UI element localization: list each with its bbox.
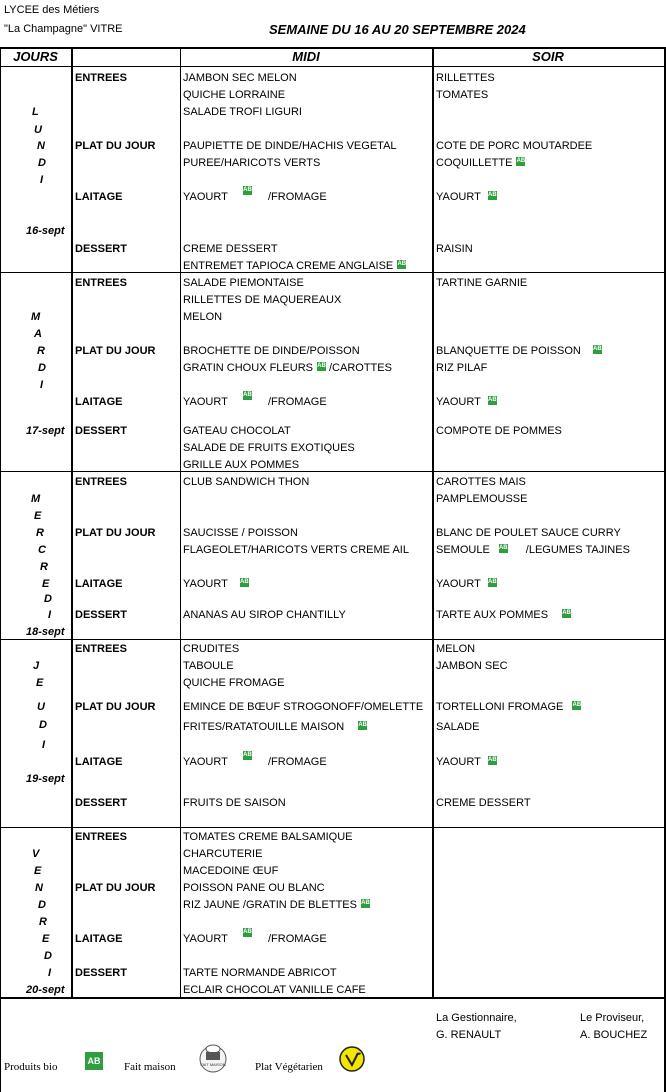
bio-icon: AB <box>487 192 497 198</box>
day-letter: I <box>42 739 46 751</box>
menu-item: GATEAU CHOCOLAT <box>183 425 291 437</box>
category-plat: PLAT DU JOUR <box>75 701 156 713</box>
menu-item: TARTINE GARNIE <box>436 277 528 289</box>
fait-maison-icon-text: FAIT MAISON <box>200 1062 226 1067</box>
menu-item: FLAGEOLET/HARICOTS VERTS CREME AIL <box>183 544 409 556</box>
bio-icon: AB <box>239 579 249 585</box>
menu-item: SEMOULE AB /LEGUMES TAJINES <box>436 544 630 556</box>
menu-item: EMINCE DE BŒUF STROGONOFF/OMELETTE <box>183 701 424 713</box>
menu-item: FRUITS DE SAISON <box>183 797 286 809</box>
menu-item: FRITES/RATATOUILLE MAISON AB <box>183 721 367 733</box>
menu-item: RILLETTES <box>436 72 495 84</box>
day-date: 16-sept <box>26 225 65 237</box>
menu-item: PUREE/HARICOTS VERTS <box>183 157 321 169</box>
menu-item: YAOURT <box>183 756 228 768</box>
category-plat: PLAT DU JOUR <box>75 140 156 152</box>
day-date: 19-sept <box>26 773 65 785</box>
menu-item: ECLAIR CHOCOLAT VANILLE CAFE <box>183 984 366 996</box>
day-letter: E <box>36 677 44 689</box>
category-plat: PLAT DU JOUR <box>75 882 156 894</box>
menu-item: GRATIN CHOUX FLEURS AB /CAROTTES <box>183 362 392 374</box>
menu-item: BROCHETTE DE DINDE/POISSON <box>183 345 360 357</box>
bio-icon: AB <box>562 610 571 616</box>
menu-item: /FROMAGE <box>268 933 327 945</box>
legend-maison-label: Fait maison <box>124 1061 176 1073</box>
day-date: 20-sept <box>26 984 65 996</box>
day-letter: R <box>40 561 48 573</box>
menu-item: ANANAS AU SIROP CHANTILLY <box>183 609 346 621</box>
menu-item: YAOURT AB <box>436 191 497 203</box>
school-name: LYCEE des Métiers <box>4 4 100 16</box>
menu-item: BLANQUETTE DE POISSON AB <box>436 345 602 357</box>
category-laitage: LAITAGE <box>75 756 123 768</box>
bio-icon: AB <box>498 545 508 551</box>
day-letter: I <box>48 967 52 979</box>
day-letter: D <box>38 362 46 374</box>
column-header-soir: SOIR <box>532 49 564 64</box>
column-header-midi: MIDI <box>292 49 320 64</box>
page-title: SEMAINE DU 16 AU 20 SEPTEMBRE 2024 <box>269 22 526 37</box>
menu-item: ENTREMET TAPIOCA CREME ANGLAISE AB <box>183 260 407 272</box>
gestionnaire-title: La Gestionnaire, <box>436 1012 517 1024</box>
category-dessert: DESSERT <box>75 425 127 437</box>
category-dessert: DESSERT <box>75 967 127 979</box>
day-letter: D <box>44 950 52 962</box>
day-letter: I <box>40 174 44 186</box>
school-location: "La Champagne" VITRE <box>4 23 123 35</box>
proviseur-title: Le Proviseur, <box>580 1012 645 1024</box>
bio-icon: AB <box>572 702 582 708</box>
day-letter: R <box>37 345 45 357</box>
proviseur-name: A. BOUCHEZ <box>580 1029 648 1041</box>
menu-item: TARTE NORMANDE ABRICOT <box>183 967 337 979</box>
menu-item: GRILLE AUX POMMES <box>183 459 300 471</box>
bio-icon: AB <box>487 397 497 403</box>
day-letter: R <box>36 527 44 539</box>
bio-icon: AB <box>397 261 407 267</box>
category-dessert: DESSERT <box>75 797 127 809</box>
bio-icon: AB <box>85 1052 103 1070</box>
menu-item: MELON <box>183 311 223 323</box>
day-letter: I <box>48 609 52 621</box>
menu-item: SALADE TROFI LIGURI <box>183 106 302 118</box>
menu-item: CREME DESSERT <box>436 797 531 809</box>
category-entrees: ENTREES <box>75 277 127 289</box>
day-letter: V <box>32 848 40 860</box>
menu-item: COMPOTE DE POMMES <box>436 425 562 437</box>
category-laitage: LAITAGE <box>75 933 123 945</box>
menu-item: PAUPIETTE DE DINDE/HACHIS VEGETAL <box>183 140 397 152</box>
menu-item: /FROMAGE <box>268 396 327 408</box>
menu-item: SAUCISSE / POISSON <box>183 527 298 539</box>
menu-item: YAOURT AB <box>436 756 497 768</box>
bio-icon: AB <box>243 929 252 935</box>
category-dessert: DESSERT <box>75 609 127 621</box>
day-letter: J <box>33 660 40 672</box>
category-plat: PLAT DU JOUR <box>75 527 156 539</box>
bio-icon: AB <box>593 346 602 352</box>
menu-item: COTE DE PORC MOUTARDEE <box>436 140 593 152</box>
bio-icon: AB <box>243 752 252 758</box>
menu-item: RIZ PILAF <box>436 362 488 374</box>
day-letter: L <box>32 106 39 118</box>
menu-item: YAOURT <box>183 191 228 203</box>
menu-item: SALADE DE FRUITS EXOTIQUES <box>183 442 355 454</box>
day-letter: A <box>34 328 42 340</box>
day-letter: M <box>31 311 41 323</box>
menu-item: CAROTTES MAIS <box>436 476 526 488</box>
category-plat: PLAT DU JOUR <box>75 345 156 357</box>
day-letter: N <box>35 882 43 894</box>
menu-item: RILLETTES DE MAQUEREAUX <box>183 294 342 306</box>
day-letter: I <box>40 379 44 391</box>
category-laitage: LAITAGE <box>75 578 123 590</box>
day-date: 17-sept <box>26 425 65 437</box>
bio-icon: AB <box>361 900 370 906</box>
day-letter: E <box>42 578 50 590</box>
menu-item: TABOULE <box>183 660 234 672</box>
menu-item: CREME DESSERT <box>183 243 278 255</box>
day-date: 18-sept <box>26 626 65 638</box>
menu-item: POISSON PANE OU BLANC <box>183 882 325 894</box>
category-laitage: LAITAGE <box>75 191 123 203</box>
day-letter: U <box>37 701 45 713</box>
menu-item: BLANC DE POULET SAUCE CURRY <box>436 527 621 539</box>
day-letter: N <box>37 140 45 152</box>
menu-item: JAMBON SEC <box>436 660 508 672</box>
menu-item: YAOURT <box>183 933 228 945</box>
bio-icon: AB <box>243 187 252 193</box>
day-letter: M <box>31 493 41 505</box>
bio-icon: AB <box>317 363 326 369</box>
menu-item: TARTE AUX POMMES AB <box>436 609 571 621</box>
menu-item: YAOURT AB <box>183 578 249 590</box>
day-letter: E <box>34 510 42 522</box>
menu-item: YAOURT AB <box>436 396 497 408</box>
day-letter: D <box>44 593 52 605</box>
menu-item: /FROMAGE <box>268 756 327 768</box>
bio-icon: AB <box>487 579 497 585</box>
legend-vege-label: Plat Végétarien <box>255 1061 323 1073</box>
category-entrees: ENTREES <box>75 831 127 843</box>
bio-icon: AB <box>487 757 497 763</box>
category-dessert: DESSERT <box>75 243 127 255</box>
day-letter: D <box>38 899 46 911</box>
day-letter: R <box>39 916 47 928</box>
category-entrees: ENTREES <box>75 643 127 655</box>
menu-item: RAISIN <box>436 243 473 255</box>
bio-icon: AB <box>358 722 367 728</box>
menu-item: CLUB SANDWICH THON <box>183 476 310 488</box>
bio-icon: AB <box>243 392 252 398</box>
menu-item: CRUDITES <box>183 643 240 655</box>
menu-item: YAOURT AB <box>436 578 497 590</box>
category-entrees: ENTREES <box>75 72 127 84</box>
menu-item: PAMPLEMOUSSE <box>436 493 528 505</box>
day-letter: E <box>42 933 50 945</box>
menu-item: TORTELLONI FROMAGE AB <box>436 701 582 713</box>
menu-item: JAMBON SEC MELON <box>183 72 297 84</box>
menu-item: RIZ JAUNE /GRATIN DE BLETTES AB <box>183 899 370 911</box>
menu-item: SALADE <box>436 721 480 733</box>
menu-item: MELON <box>436 643 476 655</box>
menu-item: COQUILLETTE AB <box>436 157 526 169</box>
category-entrees: ENTREES <box>75 476 127 488</box>
day-letter: E <box>34 865 42 877</box>
bio-icon: AB <box>516 158 526 164</box>
menu-item: QUICHE LORRAINE <box>183 89 286 101</box>
day-letter: D <box>38 157 46 169</box>
vegetarian-icon <box>339 1046 365 1072</box>
menu-item: /FROMAGE <box>268 191 327 203</box>
day-letter: U <box>34 124 42 136</box>
menu-item: YAOURT <box>183 396 228 408</box>
column-header-jours: JOURS <box>13 49 58 64</box>
menu-item: SALADE PIEMONTAISE <box>183 277 304 289</box>
category-laitage: LAITAGE <box>75 396 123 408</box>
legend-bio-label: Produits bio <box>4 1061 58 1073</box>
menu-item: MACEDOINE ŒUF <box>183 865 279 877</box>
day-letter: D <box>39 719 47 731</box>
menu-item: TOMATES CREME BALSAMIQUE <box>183 831 353 843</box>
gestionnaire-name: G. RENAULT <box>436 1029 502 1041</box>
day-letter: C <box>38 544 46 556</box>
menu-item: CHARCUTERIE <box>183 848 263 860</box>
menu-item: QUICHE FROMAGE <box>183 677 285 689</box>
fait-maison-icon <box>199 1042 227 1074</box>
menu-item: TOMATES <box>436 89 489 101</box>
